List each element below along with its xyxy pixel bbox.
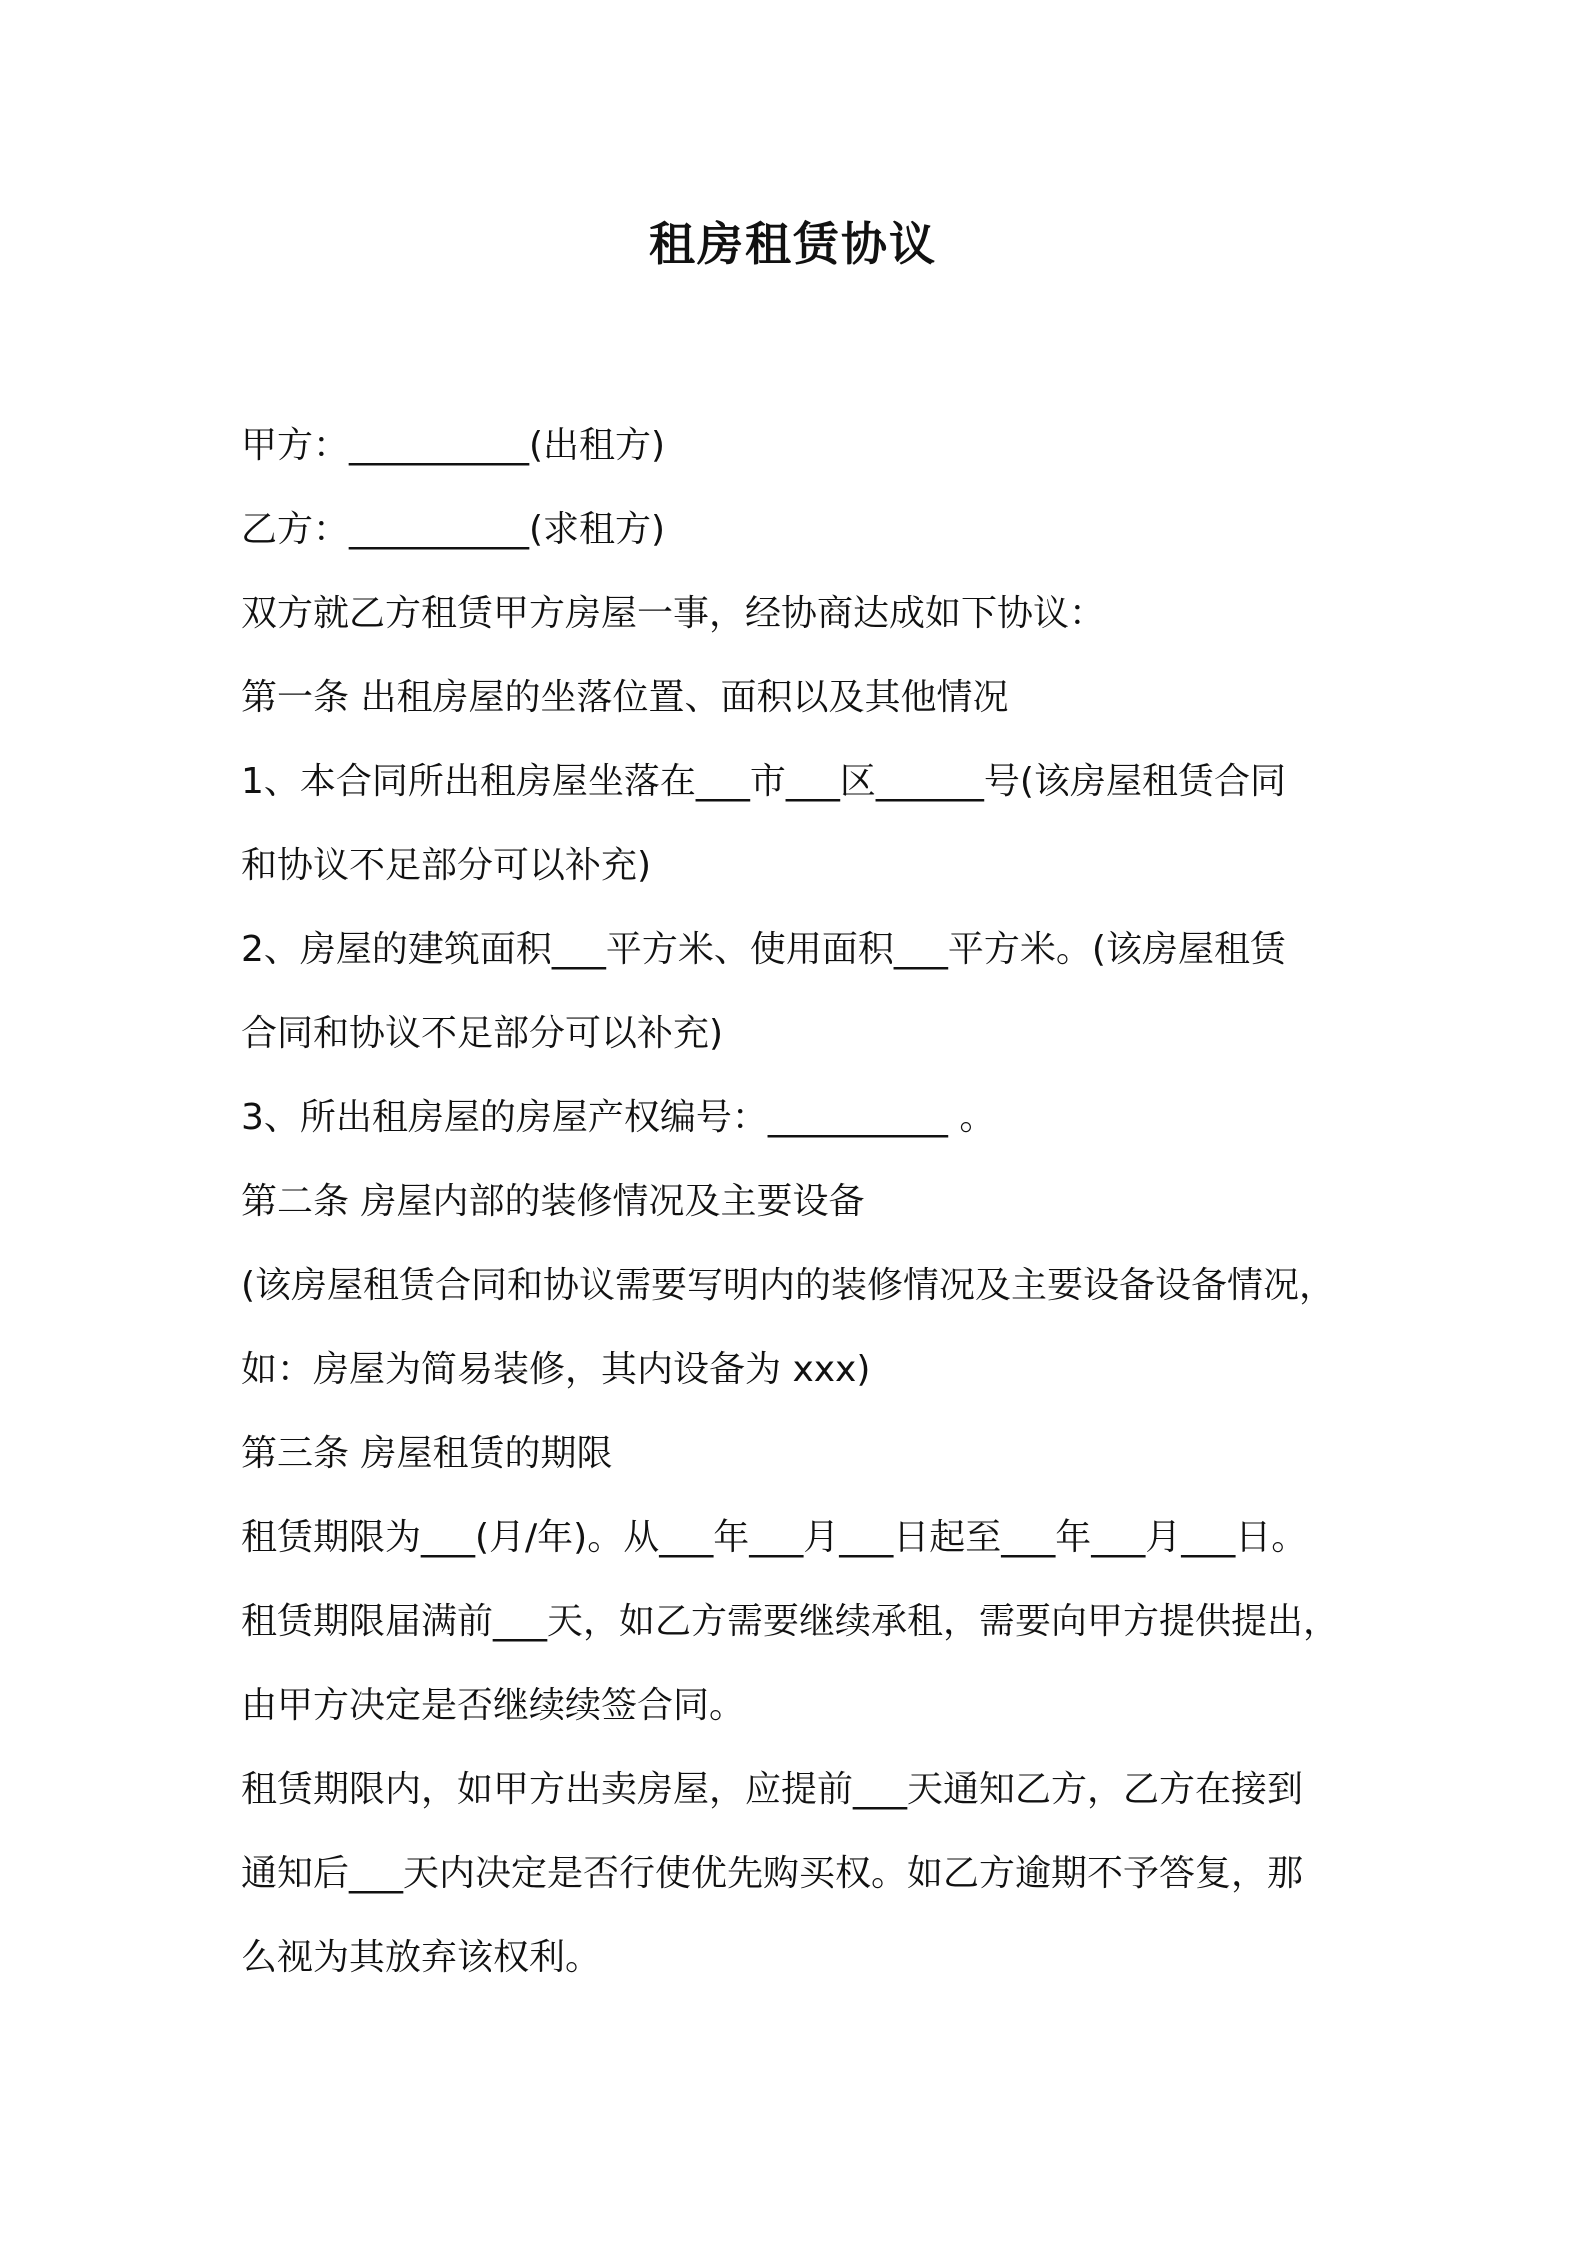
article-3-heading: 第三条 房屋租赁的期限: [241, 1433, 613, 1474]
clause-1-1-line-1: 1、本合同所出租房屋坐落在___市___区______号(该房屋租赁合同: [241, 761, 1286, 802]
article-2-note-line-1: (该房屋租赁合同和协议需要写明内的装修情况及主要设备设备情况，: [241, 1265, 1336, 1306]
article-1-heading: 第一条 出租房屋的坐落位置、面积以及其他情况: [241, 677, 1009, 718]
clause-1-3-line: 3、所出租房屋的房屋产权编号：__________ 。: [241, 1097, 996, 1138]
party-a-line: 甲方：__________(出租方): [241, 425, 666, 466]
article-2-heading: 第二条 房屋内部的装修情况及主要设备: [241, 1181, 865, 1222]
clause-1-1-line-2: 和协议不足部分可以补充): [241, 845, 652, 886]
sale-notice-line-1: 租赁期限内，如甲方出卖房屋，应提前___天通知乙方，乙方在接到: [241, 1769, 1304, 1810]
clause-1-2-line-2: 合同和协议不足部分可以补充): [241, 1013, 724, 1054]
renewal-line-2: 由甲方决定是否继续续签合同。: [241, 1685, 746, 1726]
renewal-line-1: 租赁期限届满前___天，如乙方需要继续承租，需要向甲方提供提出，: [241, 1601, 1340, 1642]
document-title: 租房租赁协议: [649, 217, 937, 271]
sale-notice-line-3: 么视为其放弃该权利。: [241, 1937, 602, 1978]
preamble-line: 双方就乙方租赁甲方房屋一事，经协商达成如下协议：: [241, 593, 1106, 634]
article-2-note-line-2: 如：房屋为简易装修，其内设备为 xxx): [241, 1349, 871, 1390]
sale-notice-line-2: 通知后___天内决定是否行使优先购买权。如乙方逾期不予答复，那: [241, 1853, 1304, 1894]
party-b-line: 乙方：__________(求租方): [241, 509, 666, 550]
document-body: [241, 404, 1381, 2000]
clause-1-2-line-1: 2、房屋的建筑面积___平方米、使用面积___平方米。(该房屋租赁: [241, 929, 1286, 970]
lease-term-line: 租赁期限为___(月/年)。从___年___月___日起至___年___月___日。: [241, 1517, 1308, 1558]
